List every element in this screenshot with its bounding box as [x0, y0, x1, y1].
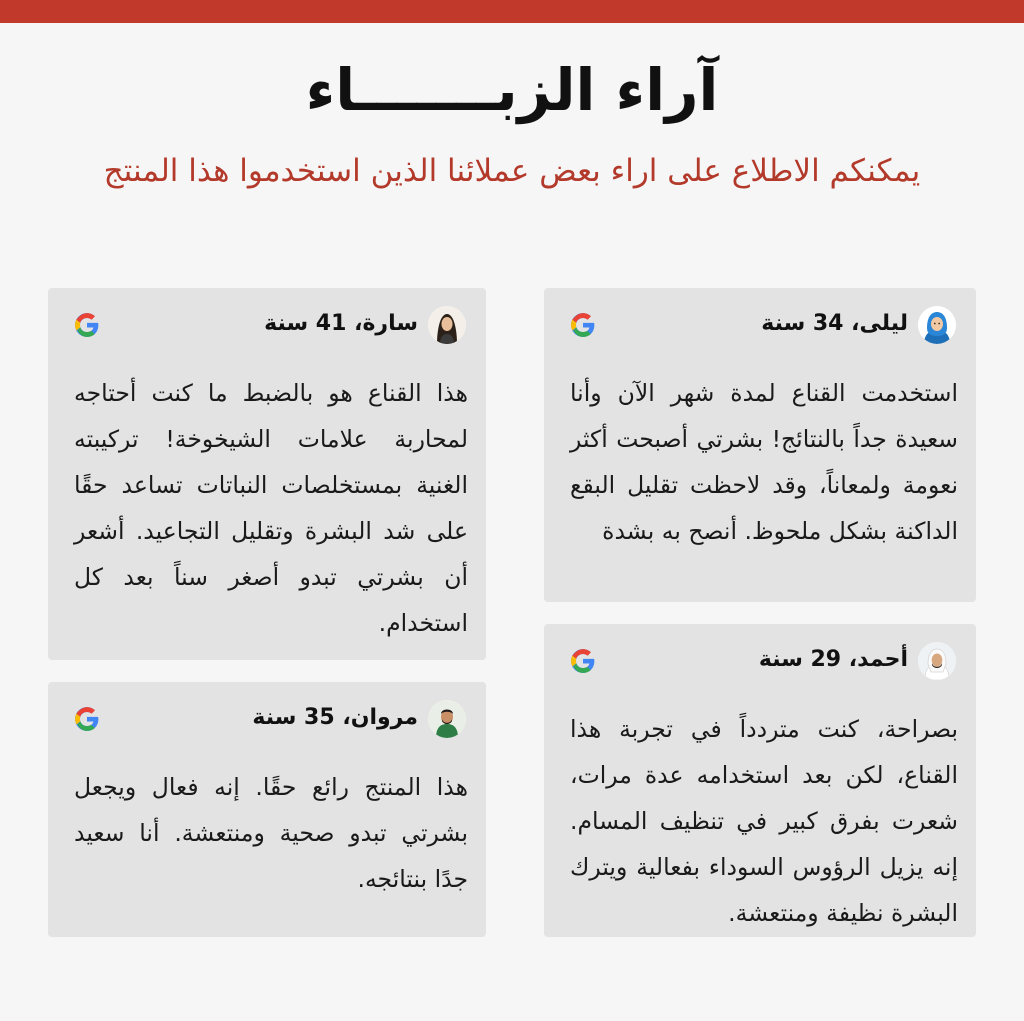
reviewer-name: أحمد، 29 سنة: [758, 647, 908, 672]
man-avatar-icon: [428, 700, 466, 738]
reviewer-name: ليلى، 34 سنة: [761, 311, 908, 336]
review-card-header: [48, 288, 486, 362]
reviewer-name: مروان، 35 سنة: [252, 705, 418, 730]
google-icon: [74, 312, 100, 338]
page-title: آراء الزبـــــــاء: [305, 56, 719, 124]
review-card-header: [544, 288, 976, 362]
reviewer-name: سارة، 41 سنة: [264, 311, 418, 336]
google-icon: [570, 312, 596, 338]
review-card-ahmed: [544, 624, 976, 937]
review-text: هذا المنتج رائع حقًا. إنه فعال ويجعل بشرتي تبدو صحية ومنتعشة. أنا سعيد جدًا بنتائجه.: [74, 773, 468, 893]
man-ghutra-avatar-icon: [918, 642, 956, 680]
review-text: استخدمت القناع لمدة شهر الآن وأنا سعيدة جداً بالنتائج! بشرتي أصبحت أكثر نعومة ولمعاناً، وقد لاحظت تقليل البقع الداكنة بشكل ملحوظ. أنصح به بشدة: [570, 379, 958, 545]
review-card-header: [48, 682, 486, 756]
review-card-sara: [48, 288, 486, 660]
review-text: بصراحة، كنت متردداً في تجربة هذا القناع، لكن بعد استخدامه عدة مرات، شعرت بفرق كبير في تنظيف المسام. إنه يزيل الرؤوس السوداء بفعالية ويترك البشرة نظيفة ومنتعشة.: [570, 715, 958, 927]
google-icon: [74, 706, 100, 732]
review-card-marwan: [48, 682, 486, 937]
google-icon: [570, 648, 596, 674]
woman-hijab-avatar-icon: [918, 306, 956, 344]
top-accent-bar: [0, 0, 1024, 23]
page-subtitle: يمكنكم الاطلاع على اراء بعض عملائنا الذين استخدموا هذا المنتج: [103, 153, 921, 189]
review-card-laila: [544, 288, 976, 602]
woman-avatar-icon: [428, 306, 466, 344]
review-text: هذا القناع هو بالضبط ما كنت أحتاجه لمحاربة علامات الشيخوخة! تركيبته الغنية بمستخلصات النباتات تساعد حقًا على شد البشرة وتقليل التجاعيد. أشعر أن بشرتي تبدو أصغر سناً بعد كل استخدام.: [74, 379, 468, 637]
review-card-header: [544, 624, 976, 698]
